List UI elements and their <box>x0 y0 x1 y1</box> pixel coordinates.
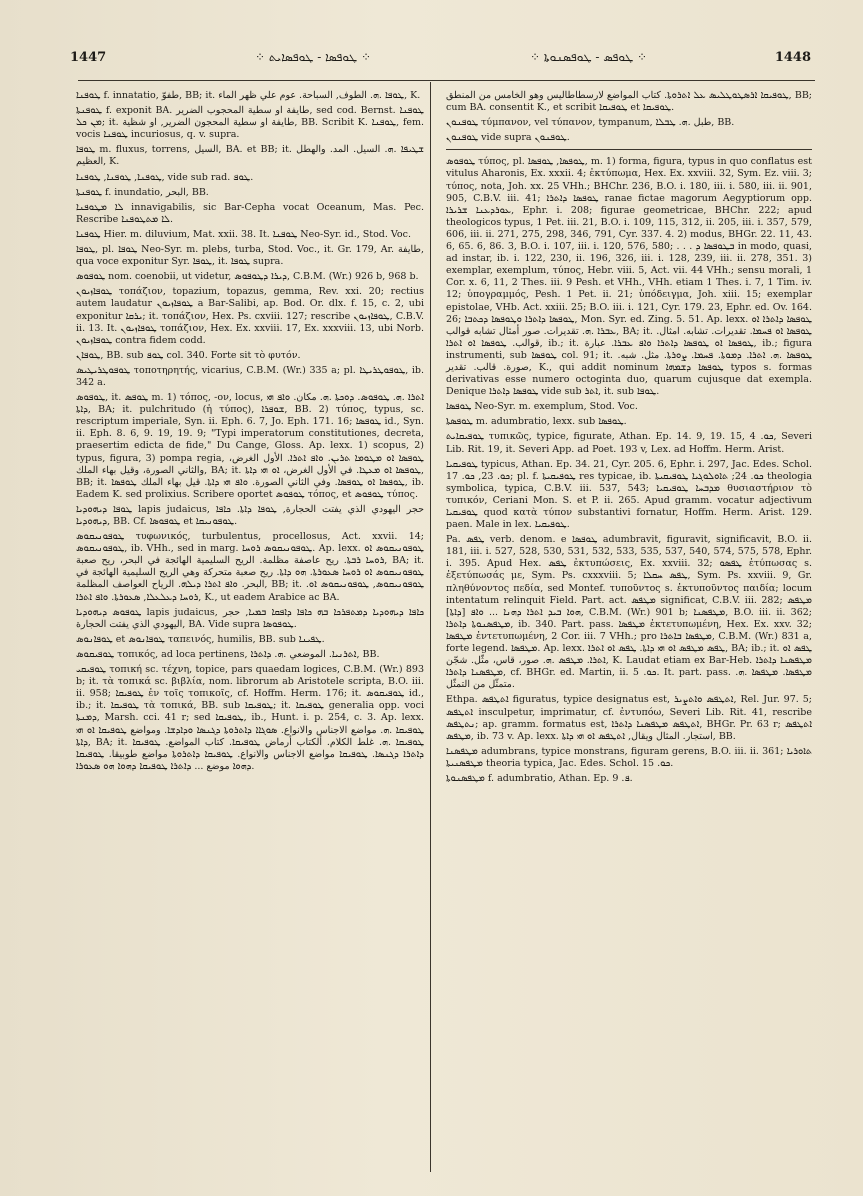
dictionary-entry: ܛܘܦܝܩܝ τοπική sc. τέχνη, topice, pars quaedam logices, C.B.M. (Wr.) 893 b; it. τὰ τοπικά sc. βιβλία, nom. librorum ab Aristotele scripta, B.O. iii. ii. 958; ܛܘܦܝܩܐ ἐν τοῖς τοπικοῖς, cf. Hoffm. Herm. 176; it. ܛܘܦܝܩܘܣ id., ib.; it. ܛܘܦܝܩܐ τὰ τοπικά, BB. sub ܛܘܦܝܩܐ; it. ܛܘܦܝܩܐ generalia opp. voci ܕܡܢܬܐ, Marsh. cci. 41 r; sed ܛܘܦܝܩܐ, ib., Hunt. i. p. 254, c. 3. Ap. lexx. ܛܘܦܝܩܐ .ܗ. مواضع الاجناس والانواع. ܣܘܓܐܐ ܕܐܬܪܘܬܐ ܕܓܢܣܐ ܘܕܐܕܫܐ. ومواضع ܛܘܦܝܩܐ ܐܘ ܗܝ ܕܐܬܐ, BA; it. ܛܘܦܝܩܐ .ܗ. غلط الكلام. ألكتاب أرماض ܛܘܦܝܩܐ. كتاب المواضع. ܛܘܦܝܩܐ ܕܐܬܪܐ ܕܓܢܣܐ. ܛܘܦܝܩܐ مواضع الاجناس والانواع. ܛܘܦܝܩܐ ܕܐܬܪܘܬܐ مواضع طوبيقا. ܛܘܦܝܩܐ ܕܗܘܐ موضع ... ܕܐܬܪܐ ܛܘܦܝܩܐ ܕܗܘܐ ܗܘ ܣܥܘܪܐ. <box>76 664 425 772</box>
dictionary-entry: ܛܘܦܐ, pl. ܛܘܦܐ Neo-Syr. m. plebs, turba, Stod. Voc., it. Gr. 179, Ar. طايفة, qua voce exponitur Syr. ܛܘܦܐ, it. ܛܘܦܐ supra. <box>76 244 424 268</box>
dictionary-entry: ܛܘܦܝܩܝܐ typicus, Athan. Ep. 34. 21, Cyr. 205. 6, Ephr. i. 297, Jac. Edes. Schol. ܟܘ. 23, ܟܘ. 17; pl. f. ܛܘܦܝܩܝܬܐ res typicae, ib. ܟܘ. 24; ܬܐܘܠܘܓܝܐ ܛܘܦܝܩܝܬܐ theologia symbolica, typica, C.B.V. iii. 537, 543; ܡܕܒܚܐ ܛܘܦܝܩܝܐ θυσιαστήριον τὸ τυπικόν, Ceriani Mon. S. et P. ii. 265. Apud gramm. vocatur adjectivum ܛܘܦܝܩܝܐ quod κατὰ τύπον substantivi fornatur, Hoffm. Herm. Arist. 129. paen. Male in lex. ܛܘܦܝܩܝܐ. <box>446 458 812 531</box>
dictionary-entry: ܡܛܦܣܢܐ adumbrans, typice monstrans, figuram gerens, B.O. iii. ii. 361; ܬܐܘܪܝܐ ܡܛܦܣܢܝܬܐ theoria typica, Jac. Edes. Schol. ܟܘ. 15. <box>446 745 812 769</box>
dictionary-entry: ܛܘܦܘܣ ܕܝܗܘܕܝܐ lapis judaicus, ܟܐܦܐ ܕܝܗܘܕܝܐ ܕܡܬܦܪܟܐ ܒܗ ܟܐܦܐ ܕܐܦܩܐ ܒܡܝܐ, حجر اليهودي الذي يفتت الحجارة, BA. Vide supra ܛܘܦܘܣܐ. <box>76 606 424 630</box>
dictionary-entry: Pa. ܛܦܣ verb. denom. e ܛܘܦܣܐ adumbravit, figuravit, significavit, B.O. ii. 181, iii. i. 527, 528, 530, 531, 532, 533, 535, 537, 540, 574, 575, 578, Ephr. i. 395. Apud Hex. ܛܦܣ ἐκτυπώσεις, Ex. xxviii. 32; ܛܦܣܘ ἐτύπωσας s. ἐξετύπωσάς με, Sym. Ps. cxxxviii. 5; ܛܦܣ ܚܩܠܐ, Sym. Ps. xxviii. 9, Gr. πληθύνοντος πεδία, sed Montef. τυποῦντος s. ἐκτυποῦντος παιδία; locum intentatum relinquit Field. Part. act. ܡܛܦܣ significat, C.B.V. iii. 282; ܡܛܦܣ ܗܘܐ ܒܝܕ ܐܬܪܐ ܕܗܢܐ ... ܘܐܦ [ܕܐܬܐ], C.B.M. (Wr.) 901 b; ܡܛܦܣܢܐ, B.O. iii. ii. 362; ܡܛܦܣܢܘܬܐ ܕܐܬܪܐ, ib. 340. Part. pass. ܡܛܦܣܐ ἐκτετυπωμένη, Hex. Ex. xxv. 32; ܡܛܦܣܐ ἐντετυπωμένη, 2 Cor. iii. 7 VHh.; pro ܡܛܦܣܐ ܒܐܬܪܐ, C.B.M. (Wr.) 831 a, forte legend. ܡܛܦܣܐ. Ap. lexx. ܛܦܣ ܡܛܦܣ ܐܘ ܗܝ ܕܐܬܐ. ܛܦܣ ܐܘ ܐܬܪܐ, BA; ib.; it. ܛܦܣ ܐܘ ܐܬܪܐ. ܡܛܦܣ .ܗ. صور، قاس، مثّل. شجّن, K. Laudat etiam ex Bar-Heb. ܡܛܦܣܢܐ ܕܐܬܪܐ ܡܛܦܣܢܐ ܕܐܬܪܐ, cf. BHGr. ed. Martin, ii. ܟܘ. 5. It. part. pass. ܡܛܦܣܐ. ܡܛܦܣܐ .ܗ. متمثّل من التمثّل. <box>446 534 813 691</box>
dictionary-entry: ܛܘܦܐܙܝܘܢ τοπάζιον, topazium, topazus, gemma, Rev. xxi. 20; rectius autem laudatur ܛܘܦܐܙܝܘܢ a Bar-Salibi, ap. Bod. Or. dlx. f. 15, c. 2, ubi exponitur ܝܪܩܐ; it. τοπάζιον, Hex. Ps. cxviii. 127; rescribe ܛܘܦܐܙܝܘܢ, C.B.V. ii. 13. It. ܛܘܦܐܙܝܘܢ τοπάζιον, Hex. Ex. xxviii. 17, Ex. xxxviii. 13, ubi Norb. ܛܘܦܐܙܝܘܢ contra fidem codd. <box>76 286 425 346</box>
dictionary-entry: ܛܘܦܐ m. fluxus, torrens, السيل, BA. et BB; it. ܫܛܝܦܐ .ܗ. السيل. المد. والهطل العظيم, K. <box>76 144 424 168</box>
section-rule <box>446 149 812 150</box>
dictionary-entry: ܛܘܦܢܬܐ f. inundatio, البحر, BB. <box>76 186 209 198</box>
dictionary-entry: ܛܘܦܐܢܘܣ et ܛܘܦܐܢܘܣ ταπεινός, humilis, BB. sub ܛܦܝܢܐ. <box>76 633 325 645</box>
dictionary-entry: ܛܘܦܘܢܝܩܘܣ τυφωνικός, turbulentus, procellosus, Act. xxvii. 14; ܛܘܦܘܢܝܩܘܣ, ib. VHh., sed in marg. ܛܘܦܘܢܝܩܘܣ ܪܘܚܐ. Ap. lexx. ܛܘܦܘܢܝܩܘܣ ܐܘ ܪܘܚܐ ܪܒܬܐ. ريح عاصفة مظلمة. الريح السليمية الهائجة في البحر، ريح صعبة, BA; it. ܛܘܦܘܢܝܩܘܣ ܐܘ ܪܘܚܐ ܣܥܘܪܬܐ. ܗܘ ܕܐܬܐ. ريح صعبة متحركة وهي الريح السليمية الهائجة في البحر. ܘܐܦ ܐܬܪܐ ܕܝܠܗ. الرياح العواصف المظلمة, BB; it. ܛܘܦܘܢܝܩܘܣ, ܛܘܦܘܢܝܩܘܣ ܐܘ. ܪܘܚܐ ܕܥܠܥܠܐ, ܣܥܘܪܬܐ. ܘܐܦ ܐܬܪܐ, K., ut eadem Arabice ac BA. <box>76 531 425 603</box>
dictionary-entry: ܛܘܦܐܢ, BB. sub ܛܘܦ col. 340. Forte sit τὸ φυτόν. <box>76 349 301 361</box>
dictionary-entry: ܛܘܦܝܩܐ ܐܪܣܛܘܛܠܝܣ ܥܠ ܐܬܪܘܬܐ. كتاب المواضع لارسطاطاليس وهو الخامس من المنطق, BB; cum BA. consentit K., et scribit ܛܘܦܝܩܐ et ܛܘܦܝܩܐ. <box>446 90 812 114</box>
running-title-left: ⁘ ܛܘܦܣܐ - ܛܘܦܣܐܝܬ ⁘ <box>255 50 372 64</box>
right-column <box>446 90 812 788</box>
dictionary-entry: ܛܘܦܢܘܢ vide supra ܛܘܦܢܘܢ. <box>446 132 570 144</box>
dictionary-entry: ܛܘܦܘܣ, it. ܛܘܦܣ m. 1) τόπος, -ον, locus, ܐܬܪܐ .ܗ. ܛܘܦܘܣ. ܕܘܟܬܐ .ܗ. مكان. ܘܐܦ ܗܝ ܕܐܬܐ, BA; it. pulchritudo (ἡ τύπος), ܫܘܦܪܐ, BB. 2) τύπος, typus, sc. rescriptum imperiale, Syn. ii. Eph. 6. 7, Jo. Eph. 171. 16; ܛܘܦܣܐ id., Syn. ii. Eph. 8. 6, 9. 19, 19. 9; "Typi imperatorum constitutiones, decreta, praesertim edicta de fide," Du Cange, Gloss. Ap. lexx. 1) scopus, 2) typus, figura, 3) pompa regia, ܛܘܦܣܐ ܐܘ ܡܛܘܡܐ ܬܪܝܢ. ܘܐܦ ܐܬܪܐ. الأول الغرض، والثاني الصورة، وقيل بهاء الملك, BA; it. ܛܘܦܣܐ ܐܘ ܡܥܛܐ. في الأول الغرض، ܐܘ ܗܝ ܕܐܬܐ, BB; it. ܛܘܦܣܐ ܐܘ ܛܘܦܣܐ. وفي الثاني الصورة. ܘܐܦ ܗܝ ܕܐܬܐ. قيل بهاء الملك ܛܘܦܣܐ, ib. Eadem K. sed prolixius. Scribere oportet ܛܘܦܘܣ τόπος, et ܛܘܦܘܣ τύπος. <box>76 392 424 500</box>
dictionary-entry: ܛܘܦܝܩܐܝܬ τυπικῶς, typice, figurate, Athan. Ep. 14. 9, 19. 15, ܟܘ. 4, Severi Lib. Rit. 19, it. Severi App. ad Poet. 193 v, Lex. ad Hoffm. Herm. Arist. <box>446 431 812 455</box>
column-divider <box>430 82 431 1172</box>
dictionary-entry: ܛܘܦܢܐ Hier. m. diluvium, Mat. xxii. 38. It. ܛܘܦܢܐ Neo-Syr. id., Stod. Voc. <box>76 228 411 240</box>
dictionary-entry: ܛܘܦܢܐ f. innatatio, طفوّ, BB; it. ܛܘܦܐ .ܗ. الطوف, السباحة. عوم علي ظهر الماء, K. <box>76 90 421 101</box>
page-number-right: 1448 <box>774 50 811 65</box>
dictionary-entry: ܛܘܦܣܬܐ m. adumbratio, lexx. sub ܛܘܦܣܐ. <box>446 416 627 428</box>
running-head <box>70 50 811 74</box>
dictionary-entry: ܛܘܦܘܣ τύπος, pl. ܛܘܦܣܐ, ܛܘܦܣܐ, m. 1) forma, figura, typus in quo conflatus est vitulus Aharonis, Ex. xxxii. 4; ἐκτύπωμα, Hex. Ex. xxviii. 32, Sym. Ez. viii. 3; τύπος, nota, Joh. xx. 25 VHh.; BHChr. 236, B.O. i. 180, iii. i. 580, iii. ii. 901, 905, C.B.V. iii. 41; ܛܘܦܣܐ ܕܐܬܪܐ ranae fictae magorum Aegyptiorum opp. ܥܘܪܕܥܢܐ ܫܪܝܪܐ, Ephr. i. 208; figurae geometricae, BHChr. 222; apud theologicos typus, 1 Pet. iii. 21, B.O. i. 109, 115, 312, ii. 205, iii. i. 357, 579, 606, iii. ii. 271, 275, 298, 346, 791, Cyr. 337. 4. 2) modus, BHGr. 22. 11, 43. 6, 65. 6, 86. 3, B.O. i. 107, iii. i. 120, 576, 580; . . . ܒܛܘܦܣܐ ܕ in modo, quasi, ad instar, ib. i. 122, 230, ii. 196, 326, iii. i. 128, 239, iii. ii. 278, 351. 3) exemplar, exemplum, τύπος, Hebr. viii. 5, Act. vii. 44 VHh.; sensu morali, 1 Cor. x. 6, 11, 2 Thes. iii. 9 Pesh. et VHh., VHh. etiam 1 Thes. i. 7, 1 Tim. iv. 12; ὑπογραμμός, Pesh. 1 Pet. ii. 21; ὑπόδειγμα, Joh. xiii. 15; exemplar epistolae, VHb. Act. xxiii. 25; B.O. iii. i. 121, Cyr. 179. 23, Ephr. ed. Ov. 164. 26; ܛܘܦܣܐ ܕܐܬܪܐ ܘܛܘܦܣܐ ܕܟܬܒܐ, Mon. Syr. ed. Zing. 5. 51. Ap. lexx. ܛܘܦܣܐ ܕܐܬܪܐ ܐܘ ܥܒܪܐ .ܗ. تقديرات. صور أمثال تشابه قوالب, BA; it. ܛܘܦܣܐ ܐܘ ܦܚܡܐ. تقديرات. تشابه. امثال. قوالب. ܛܘܦܣܐ ܐܘ ܐܬܪܐ, ib.; it. ܛܘܦܣܐ ܐܘ ܛܘܦܣܐ ܕܐܬܪܐ ܘܐܦ ܥܒܪܐ. عبارة, ib.; figura instrumenti, sub ܛܘܦܣܐ col. 91; it. ܛܘܦܣܐ .ܗ. ܐܬܪܐ. ܕܡܘܬܐ. ܦܚܡܐ. ܨܘܪܬܐ. مثل. شبه. صورة. قالب. تقدير, K., qui addit nominum ܛܘܦܣܐ ܕܫܡܗܐ typos s. formas derivativas esse numero octoginta duo, quarum cujusque dat exempla. Denique ܛܘܦܣܐ ܕܐܬܪܐ vide sub ܐܬܪ, it. sub ܛܘܦܐ. <box>446 156 813 398</box>
left-column <box>76 90 424 776</box>
dictionary-entry: ܡܛܦܣܢܘܬܐ f. adumbratio, Athan. Ep. ܦ. 9. <box>446 772 633 784</box>
dictionary-entry: ܠܐ ܡܛܘܦܢܐ innavigabilis, sic Bar-Cepha vocat Oceanum, Mas. Pec. Rescribe ܠܐ ܡܬܛܘܦܢܐ. <box>76 201 425 225</box>
dictionary-entry: ܛܘܦܘܛܪܝܛܝܣ τοποτηρητής, vicarius, C.B.M. (Wr.) 335 a; pl. ܛܘܦܘܛܪܝܛܐ, ib. 342 a. <box>76 364 424 388</box>
dictionary-entry: ܛܘܦܘܣ nom. coenobii, ut videtur, ܕܝܪܐ ܕܛܘܦܘܣ, C.B.M. (Wr.) 926 b, 968 b. <box>76 271 419 283</box>
dictionary-entry: ܛܘܦܢܬܐ f. exponit BA. طايفة او سطية المحجوب الضرير, sed cod. Bernst. ܛܘܦܢܐ ܡܢ ܟܠ; it. طايفة او سطية المحجون الضرير, او شظية, BB. Scribit K. ܛܘܦܢܐ, fem. vocis ܛܘܦܢܐ incuriosus, q. v. supra. <box>76 105 424 141</box>
dictionary-entry: ܛܘܦܣܐ Neo-Syr. m. exemplum, Stod. Voc. <box>446 401 638 413</box>
dictionary-entry: ܛܘܦܢܐ, ܛܘܦܢܐ, ܛܘܦܢܐ, vide sub rad. ܛܘܦ. <box>76 171 254 183</box>
dictionary-entry: ܛܘܦܝܩܘܣ τοπικός, ad loca pertinens, ܐܬܪܢܝܐ. الموضعي .ܗ. ܕܐܬܪܐ, BB. <box>76 648 380 660</box>
dictionary-entry: ܛܘܦܐ ܕܝܗܘܕܝܐ lapis judaicus, حجر اليهودي الذي يفتت الحجارة, ܛܘܦܐ ܕܐܬܐ. ܟܐܦܐ ܕܝܗܘܕܝܐ, BB. Cf. ܛܘܦܘܣܐ et ܛܘܦܘܢܝܩܐ. <box>76 503 424 527</box>
dictionary-entry: ܛܘܦܢܘܢ τύμπανον, vel τύπανον, tympanum, طبل .ܗ. ܛܒܠܐ, BB. <box>446 117 735 129</box>
page-number-left: 1447 <box>70 50 107 65</box>
running-title-right: ⁘ ܛܘܦܣ - ܛܘܦܣܢܘܬܐ ⁘ <box>530 50 648 64</box>
header-rule <box>78 80 815 81</box>
dictionary-entry: Ethpa. ܐܬܛܦܣ figuratus, typice designatus est, ܐܬܛܦܣ ܘܐܬܨܝܪ, Rel. Jur. 97. 5; ܐܬܛܦܣ insculpetur, imprimatur, cf. ἐντυπόω, Severi Lib. Rit. 41, rescribe ܢܬܛܦܣ; ap. gramm. formatus est, ܐܬܛܦܣ ܡܛܦܣܢܐ ܕܐܬܪܐ, BHGr. Pr. 63 r; ܐܬܛܦܣ ܡܛܦܣ, ib. 73 v. Ap. lexx. استجار. المثال ويقال, ܐܬܛܦܣ ܐܘ ܗܝ ܕܐܬܐ, BB. <box>446 694 813 742</box>
